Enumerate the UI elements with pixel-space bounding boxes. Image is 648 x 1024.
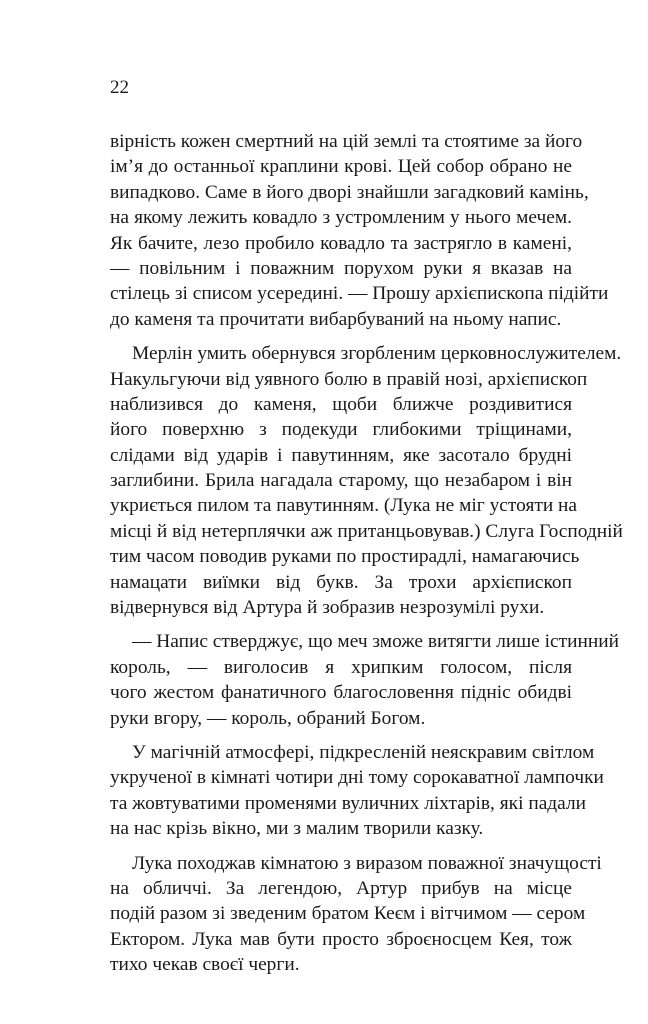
text-line: Лука походжав кімнатою з виразом поважної значущості <box>132 852 602 874</box>
text-line: заглибини. Брила нагадала старому, що незабаром і він <box>110 470 572 492</box>
text-line: Як бачите, лезо пробило ковадло та застрягло в камені, <box>110 232 572 254</box>
text-line: Накульгуючи від уявного болю в правій нозі, архієпископ <box>110 368 588 390</box>
text-line: У магічній атмосфері, підкресленій неяскравим світлом <box>132 741 595 763</box>
text-line: руки вгору, — король, обраний Богом. <box>110 707 426 729</box>
paragraph <box>110 740 604 842</box>
text-line: та жовтуватими променями вуличних ліхтарів, які падали <box>110 792 586 814</box>
page-number: 22 <box>110 77 129 98</box>
paragraph <box>110 851 602 978</box>
text-line: тим часом поводив руками по простирадлі, намагаючись <box>110 546 580 568</box>
text-line: король, — виголосив я хрипким голосом, після <box>110 656 572 678</box>
text-line: чого жестом фанатичного благословення підніс обидві <box>110 682 572 704</box>
body-text <box>110 129 623 987</box>
text-line: на обличчі. За легендою, Артур прибув на місце <box>110 877 572 899</box>
text-line: — повільним і поважним порухом руки я вказав на <box>110 257 572 279</box>
text-line: — Напис стверджує, що меч зможе витягти лише істинний <box>132 631 619 653</box>
text-line: місці й від нетерплячки аж пританцьовував.) Слуга Господній <box>110 520 623 542</box>
text-line: намацати виїмки від букв. За трохи архієпископ <box>110 571 572 593</box>
text-line: стілець зі списом усередині. — Прошу архієпископа підійти <box>110 283 609 305</box>
text-line: ім’я до останньої краплини крові. Цей собор обрано не <box>110 156 572 178</box>
text-line: подій разом зі зведеним братом Кеєм і вітчимом — сером <box>110 903 586 925</box>
text-line: тихо чекав своєї черги. <box>110 954 300 976</box>
text-line: слідами від ударів і павутинням, яке засотало брудні <box>110 444 572 466</box>
paragraph <box>110 629 619 731</box>
text-line: на нас крізь вікно, ми з малим творили казку. <box>110 818 484 840</box>
text-line: вірність кожен смертний на цій землі та стоятиме за його <box>110 131 583 152</box>
text-line: відвернувся від Артура й зобразив незрозумілі рухи. <box>110 597 545 619</box>
text-line: на якому лежить ковадло з устромленим у нього мечем. <box>110 207 572 229</box>
text-line: його поверхню з подекуди глибокими тріщинами, <box>110 419 572 441</box>
text-line: випадково. Саме в його дворі знайшли загадковий камінь, <box>110 181 589 203</box>
text-line: Ектором. Лука мав бути просто зброєносцем Кея, тож <box>110 928 572 950</box>
text-line: Мерлін умить обернувся згорбленим церковнослужителем. <box>132 343 622 365</box>
text-line: укрученої в кімнаті чотири дні тому сорокаватної лампочки <box>110 767 604 789</box>
text-line: укриється пилом та павутинням. (Лука не міг устояти на <box>110 495 578 517</box>
paragraph <box>110 129 609 332</box>
text-line: наблизився до каменя, щоби ближче роздивитися <box>110 393 572 415</box>
paragraph <box>110 341 623 620</box>
text-line: до каменя та прочитати вибарбуваний на ньому напис. <box>110 308 562 330</box>
